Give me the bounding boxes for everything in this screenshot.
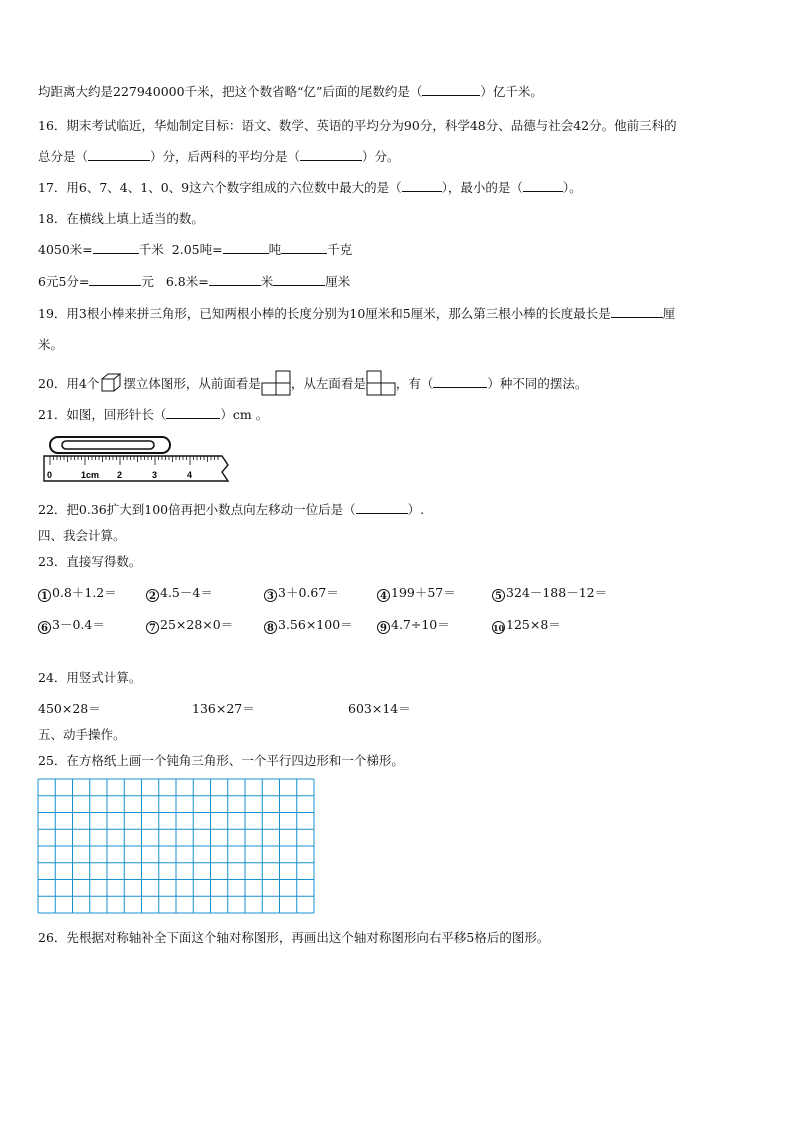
item-number-badge: 6	[38, 621, 51, 634]
q21-text-b: ）cm 。	[220, 407, 269, 422]
q16-text-a: 总分是（	[38, 149, 89, 164]
item-expression: 0.8＋1.2＝	[52, 585, 117, 600]
item-number-badge: 9	[377, 621, 390, 634]
ruler-icon	[44, 456, 228, 481]
q23-item-1[interactable]	[38, 583, 117, 602]
section-5-heading: 五、动手操作。	[38, 727, 126, 742]
item-number-badge: 3	[264, 589, 277, 602]
q26-title: 26．先根据对称轴补全下面这个轴对称图形，再画出这个轴对称图形向右平移5格后的图形。	[38, 930, 550, 945]
q18-r1-text-b: 千米	[138, 242, 164, 257]
q21-blank[interactable]	[166, 406, 220, 419]
q23-item-9[interactable]	[377, 615, 450, 634]
q24-item-2[interactable]: 136×27＝	[192, 701, 255, 716]
q18-r2-text-c: 6.8米=	[165, 274, 209, 289]
q15-text: 均距离大约是227940000千米，把这个数省略“亿”后面的尾数约是（	[38, 84, 423, 99]
q20-text-a: 20．用4个	[38, 376, 100, 391]
item-expression: 324－188－12＝	[506, 585, 608, 600]
q22-blank[interactable]	[356, 501, 408, 514]
q18-r1-text-a: 4050米=	[38, 242, 93, 257]
item-expression: 25×28×0＝	[160, 617, 234, 632]
ruler-label-3: 3	[152, 470, 158, 480]
q22-text-b: ）.	[407, 502, 425, 517]
q23-item-2[interactable]	[146, 583, 213, 602]
q18-row2	[38, 272, 350, 290]
q15-answer-blank[interactable]	[422, 83, 480, 96]
q23-item-10[interactable]	[492, 615, 561, 634]
q19-text: 19．用3根小棒来拼三角形，已知两根小棒的长度分别为10厘米和5厘米，那么第三根小棒的长度最长是	[38, 306, 611, 321]
q18-r1-text-e: 千克	[327, 242, 353, 257]
ruler-label-0: 0	[47, 470, 53, 480]
q18-r1-text-d: 吨	[268, 242, 282, 257]
q19-blank[interactable]	[611, 305, 663, 318]
q16-text-b: ）分，后两科的平均分是（	[150, 149, 301, 164]
q20-blank[interactable]	[433, 375, 487, 388]
q17-blank-max[interactable]	[402, 179, 442, 192]
q17-blank-min[interactable]	[523, 179, 563, 192]
item-expression: 125×8＝	[506, 617, 561, 632]
q15-close: ）亿千米。	[480, 84, 543, 99]
q16-line2	[38, 147, 400, 165]
q18-r1-text-c: 2.05吨=	[171, 242, 223, 257]
item-expression: 3－0.4＝	[52, 617, 105, 632]
q24-item-3[interactable]: 603×14＝	[348, 701, 411, 716]
left-view-icon	[366, 370, 396, 396]
q17-text-c: ）。	[562, 180, 582, 195]
item-expression: 4.5－4＝	[160, 585, 213, 600]
ruler-label-4: 4	[187, 470, 193, 480]
item-number-badge: 7	[146, 621, 159, 634]
q20-text-d: ，有（	[395, 376, 434, 391]
q17-text-b: ），最小的是（	[441, 180, 523, 195]
q18-row1	[38, 240, 352, 258]
q16-blank-total[interactable]	[88, 148, 150, 161]
section-4-heading: 四、我会计算。	[38, 528, 126, 543]
q19-line1	[38, 304, 675, 322]
q23-title: 23．直接写得数。	[38, 554, 142, 569]
q18-r2-text-a: 6元5分=	[38, 274, 90, 289]
q20-text-e: ）种不同的摆法。	[487, 376, 588, 391]
q22-line	[38, 500, 424, 518]
item-number-badge: 1	[38, 589, 51, 602]
q21-line	[38, 405, 268, 423]
q16-line1: 16．期末考试临近，华灿制定目标：语文、数学、英语的平均分为90分，科学48分、品德与社会42分。他前三科的	[38, 118, 677, 133]
item-number-badge: 10	[493, 623, 505, 633]
q19-line2: 米。	[38, 337, 64, 352]
q23-item-4[interactable]	[377, 583, 456, 602]
q21-text-a: 21．如图，回形针长（	[38, 407, 167, 422]
q23-item-5[interactable]	[492, 583, 607, 602]
front-view-icon	[261, 370, 291, 396]
q18-r2-text-e: 厘米	[325, 274, 351, 289]
q20-text-c: ，从左面看是	[290, 376, 366, 391]
q18-r1-blank3[interactable]	[281, 241, 327, 254]
q25-title: 25．在方格纸上画一个钝角三角形、一个平行四边形和一个梯形。	[38, 753, 404, 768]
q24-item-1[interactable]: 450×28＝	[38, 701, 101, 716]
item-expression: 4.7÷10＝	[391, 617, 450, 632]
item-expression: 199＋57＝	[391, 585, 456, 600]
q18-r1-blank2[interactable]	[223, 241, 269, 254]
item-number-badge: 5	[492, 589, 505, 602]
q17-text-a: 17．用6、7、4、1、0、9这六个数字组成的六位数中最大的是（	[38, 180, 402, 195]
q22-text-a: 22．把0.36扩大到100倍再把小数点向左移动一位后是（	[38, 502, 356, 517]
cube-icon	[101, 373, 121, 393]
q16-blank-average[interactable]	[300, 148, 362, 161]
q17-line	[38, 178, 582, 196]
ruler-label-2: 2	[117, 470, 123, 480]
q18-title: 18．在横线上填上适当的数。	[38, 211, 204, 226]
paperclip-icon	[50, 437, 170, 453]
ruler-label-1: 1cm	[81, 470, 100, 480]
item-number-badge: 4	[377, 589, 390, 602]
q20-text-b: 摆立体图形，从前面看是	[123, 376, 261, 391]
ruler-figure	[40, 432, 230, 488]
q23-item-8[interactable]	[264, 615, 353, 634]
q20-line	[38, 370, 587, 396]
item-expression: 3＋0.67＝	[278, 585, 339, 600]
q18-r2-blank3[interactable]	[273, 273, 325, 286]
q18-r2-text-b: 元	[141, 274, 154, 289]
q23-item-3[interactable]	[264, 583, 339, 602]
graph-paper-grid[interactable]	[37, 778, 315, 914]
q18-r2-blank2[interactable]	[209, 273, 261, 286]
q16-text-c: ）分。	[362, 149, 400, 164]
q23-item-6[interactable]	[38, 615, 105, 634]
q18-r2-blank1[interactable]	[89, 273, 141, 286]
q19-unit: 厘	[662, 306, 676, 321]
item-expression: 3.56×100＝	[278, 617, 353, 632]
q15-line	[38, 82, 543, 100]
q18-r2-text-d: 米	[260, 274, 274, 289]
q18-r1-blank1[interactable]	[93, 241, 139, 254]
item-number-badge: 8	[264, 621, 277, 634]
q23-item-7[interactable]	[146, 615, 233, 634]
q24-title: 24．用竖式计算。	[38, 670, 142, 685]
item-number-badge: 2	[146, 589, 159, 602]
